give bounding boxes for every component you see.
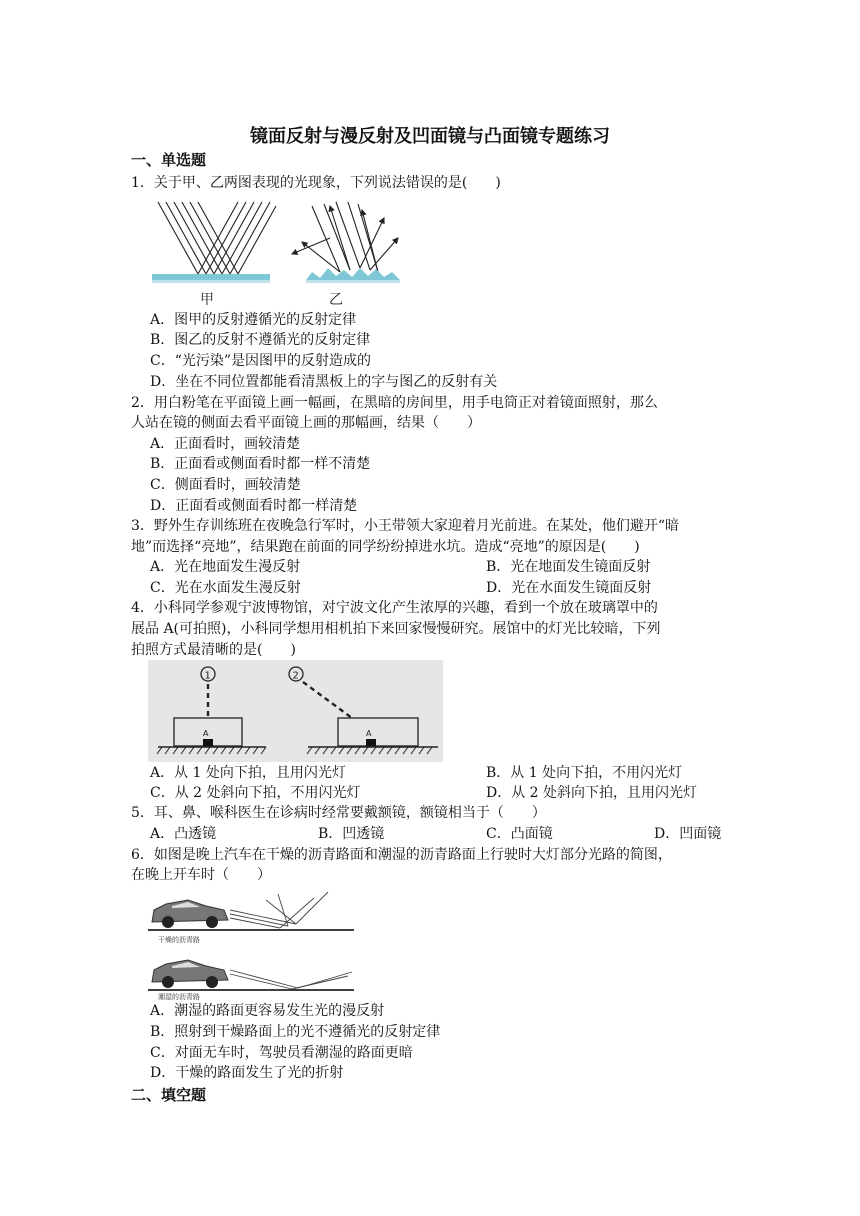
exhibit-a-1 — [203, 739, 213, 746]
q4-option-d[interactable]: D．从 2 处斜向下拍，且用闪光灯 — [486, 785, 698, 801]
question-4-stem-line1: 4．小科同学参观宁波博物馆，对宁波文化产生浓厚的兴趣，看到一个放在玻璃罩中的 — [131, 600, 658, 616]
figure-label-yi: 乙 — [329, 292, 343, 308]
q4-option-b[interactable]: B．从 1 处向下拍，不用闪光灯 — [486, 765, 683, 781]
question-1-figure — [152, 198, 412, 310]
rough-surface — [306, 268, 400, 280]
q2-option-d[interactable]: D．正面看或侧面看时都一样清楚 — [150, 498, 358, 514]
question-6-stem-line1: 6．如图是晚上汽车在干燥的沥青路面和潮湿的沥青路面上行驶时大灯部分光路的简图， — [131, 847, 672, 863]
q4-option-a[interactable]: A．从 1 处向下拍，且用闪光灯 — [150, 765, 346, 781]
q2-option-b[interactable]: B．正面看或侧面看时都一样不清楚 — [150, 456, 371, 472]
question-4-stem-line3: 拍照方式最清晰的是( ) — [131, 642, 296, 658]
question-1-stem: 1．关于甲、乙两图表现的光现象，下列说法错误的是( ) — [131, 175, 501, 191]
section-heading-fill-in: 二、填空题 — [131, 1086, 207, 1104]
mirror-reflection-diagram — [158, 202, 276, 274]
exhibit-label-2: A — [366, 729, 372, 738]
q5-option-a[interactable]: A．凸透镜 — [150, 826, 217, 842]
wet-road-label: 潮湿的沥青路 — [158, 993, 200, 1000]
dry-road-label: 干燥的沥青路 — [158, 936, 200, 944]
q1-option-a[interactable]: A．图甲的反射遵循光的反射定律 — [150, 312, 357, 328]
question-3-stem-line2: 地”而选择“亮地”，结果跑在前面的同学纷纷掉进水坑。造成“亮地”的原因是( ) — [131, 539, 640, 555]
question-4-stem-line2: 展品 A(可拍照)，小科同学想用相机拍下来回家慢慢研究。展馆中的灯光比较暗，下列 — [131, 621, 661, 637]
q1-option-c[interactable]: C．“光污染”是因图甲的反射造成的 — [150, 353, 372, 369]
exhibit-a-2 — [366, 739, 376, 746]
q3-option-b[interactable]: B．光在地面发生镜面反射 — [486, 559, 651, 575]
q2-option-c[interactable]: C．侧面看时，画较清楚 — [150, 477, 301, 493]
q6-option-a[interactable]: A．潮湿的路面更容易发生光的漫反射 — [150, 1003, 385, 1019]
q1-option-d[interactable]: D．坐在不同位置都能看清黑板上的字与图乙的反射有关 — [150, 374, 498, 390]
q1-option-b[interactable]: B．图乙的反射不遵循光的反射定律 — [150, 332, 371, 348]
question-2-stem-line1: 2．用白粉笔在平面镜上画一幅画，在黑暗的房间里，用手电筒正对着镜面照射，那么 — [131, 395, 658, 411]
wet-road-diagram — [148, 960, 354, 1000]
question-5-stem: 5．耳、鼻、喉科医生在诊病时经常要戴额镜，额镜相当于（ ） — [131, 805, 546, 821]
exhibit-label-1: A — [203, 729, 209, 738]
q2-option-a[interactable]: A．正面看时，画较清楚 — [150, 436, 301, 452]
q6-option-d[interactable]: D．干燥的路面发生了光的折射 — [150, 1065, 344, 1081]
question-3-stem-line1: 3．野外生存训练班在夜晚急行军时，小王带领大家迎着月光前进。在某处，他们避开“暗 — [131, 518, 680, 534]
q5-option-c[interactable]: C．凸面镜 — [486, 826, 553, 842]
question-6-figure — [148, 886, 354, 1000]
question-6-stem-line2: 在晚上开车时（ ） — [131, 867, 271, 883]
q4-option-c[interactable]: C．从 2 处斜向下拍，不用闪光灯 — [150, 785, 361, 801]
q3-option-c[interactable]: C．光在水面发生漫反射 — [150, 580, 301, 596]
q6-option-b[interactable]: B．照射到干燥路面上的光不遵循光的反射定律 — [150, 1024, 441, 1040]
question-2-stem-line2: 人站在镜的侧面去看平面镜上画的那幅画，结果（ ） — [131, 415, 481, 431]
question-4-figure — [148, 660, 443, 762]
smooth-surface — [152, 274, 270, 280]
q5-option-b[interactable]: B．凹透镜 — [318, 826, 385, 842]
section-heading-single-choice: 一、单选题 — [131, 151, 207, 169]
dry-road-diagram — [148, 892, 354, 944]
figure-label-jia: 甲 — [200, 292, 214, 308]
q3-option-a[interactable]: A．光在地面发生漫反射 — [150, 559, 301, 575]
position-mark-2: 2 — [292, 670, 299, 682]
diffuse-reflection-diagram — [292, 202, 398, 272]
q6-option-c[interactable]: C．对面无车时，驾驶员看潮湿的路面更暗 — [150, 1045, 413, 1061]
q3-option-d[interactable]: D．光在水面发生镜面反射 — [486, 580, 652, 596]
position-mark-1: 1 — [204, 670, 211, 682]
page-title: 镜面反射与漫反射及凹面镜与凸面镜专题练习 — [250, 126, 610, 147]
q5-option-d[interactable]: D．凹面镜 — [654, 826, 722, 842]
